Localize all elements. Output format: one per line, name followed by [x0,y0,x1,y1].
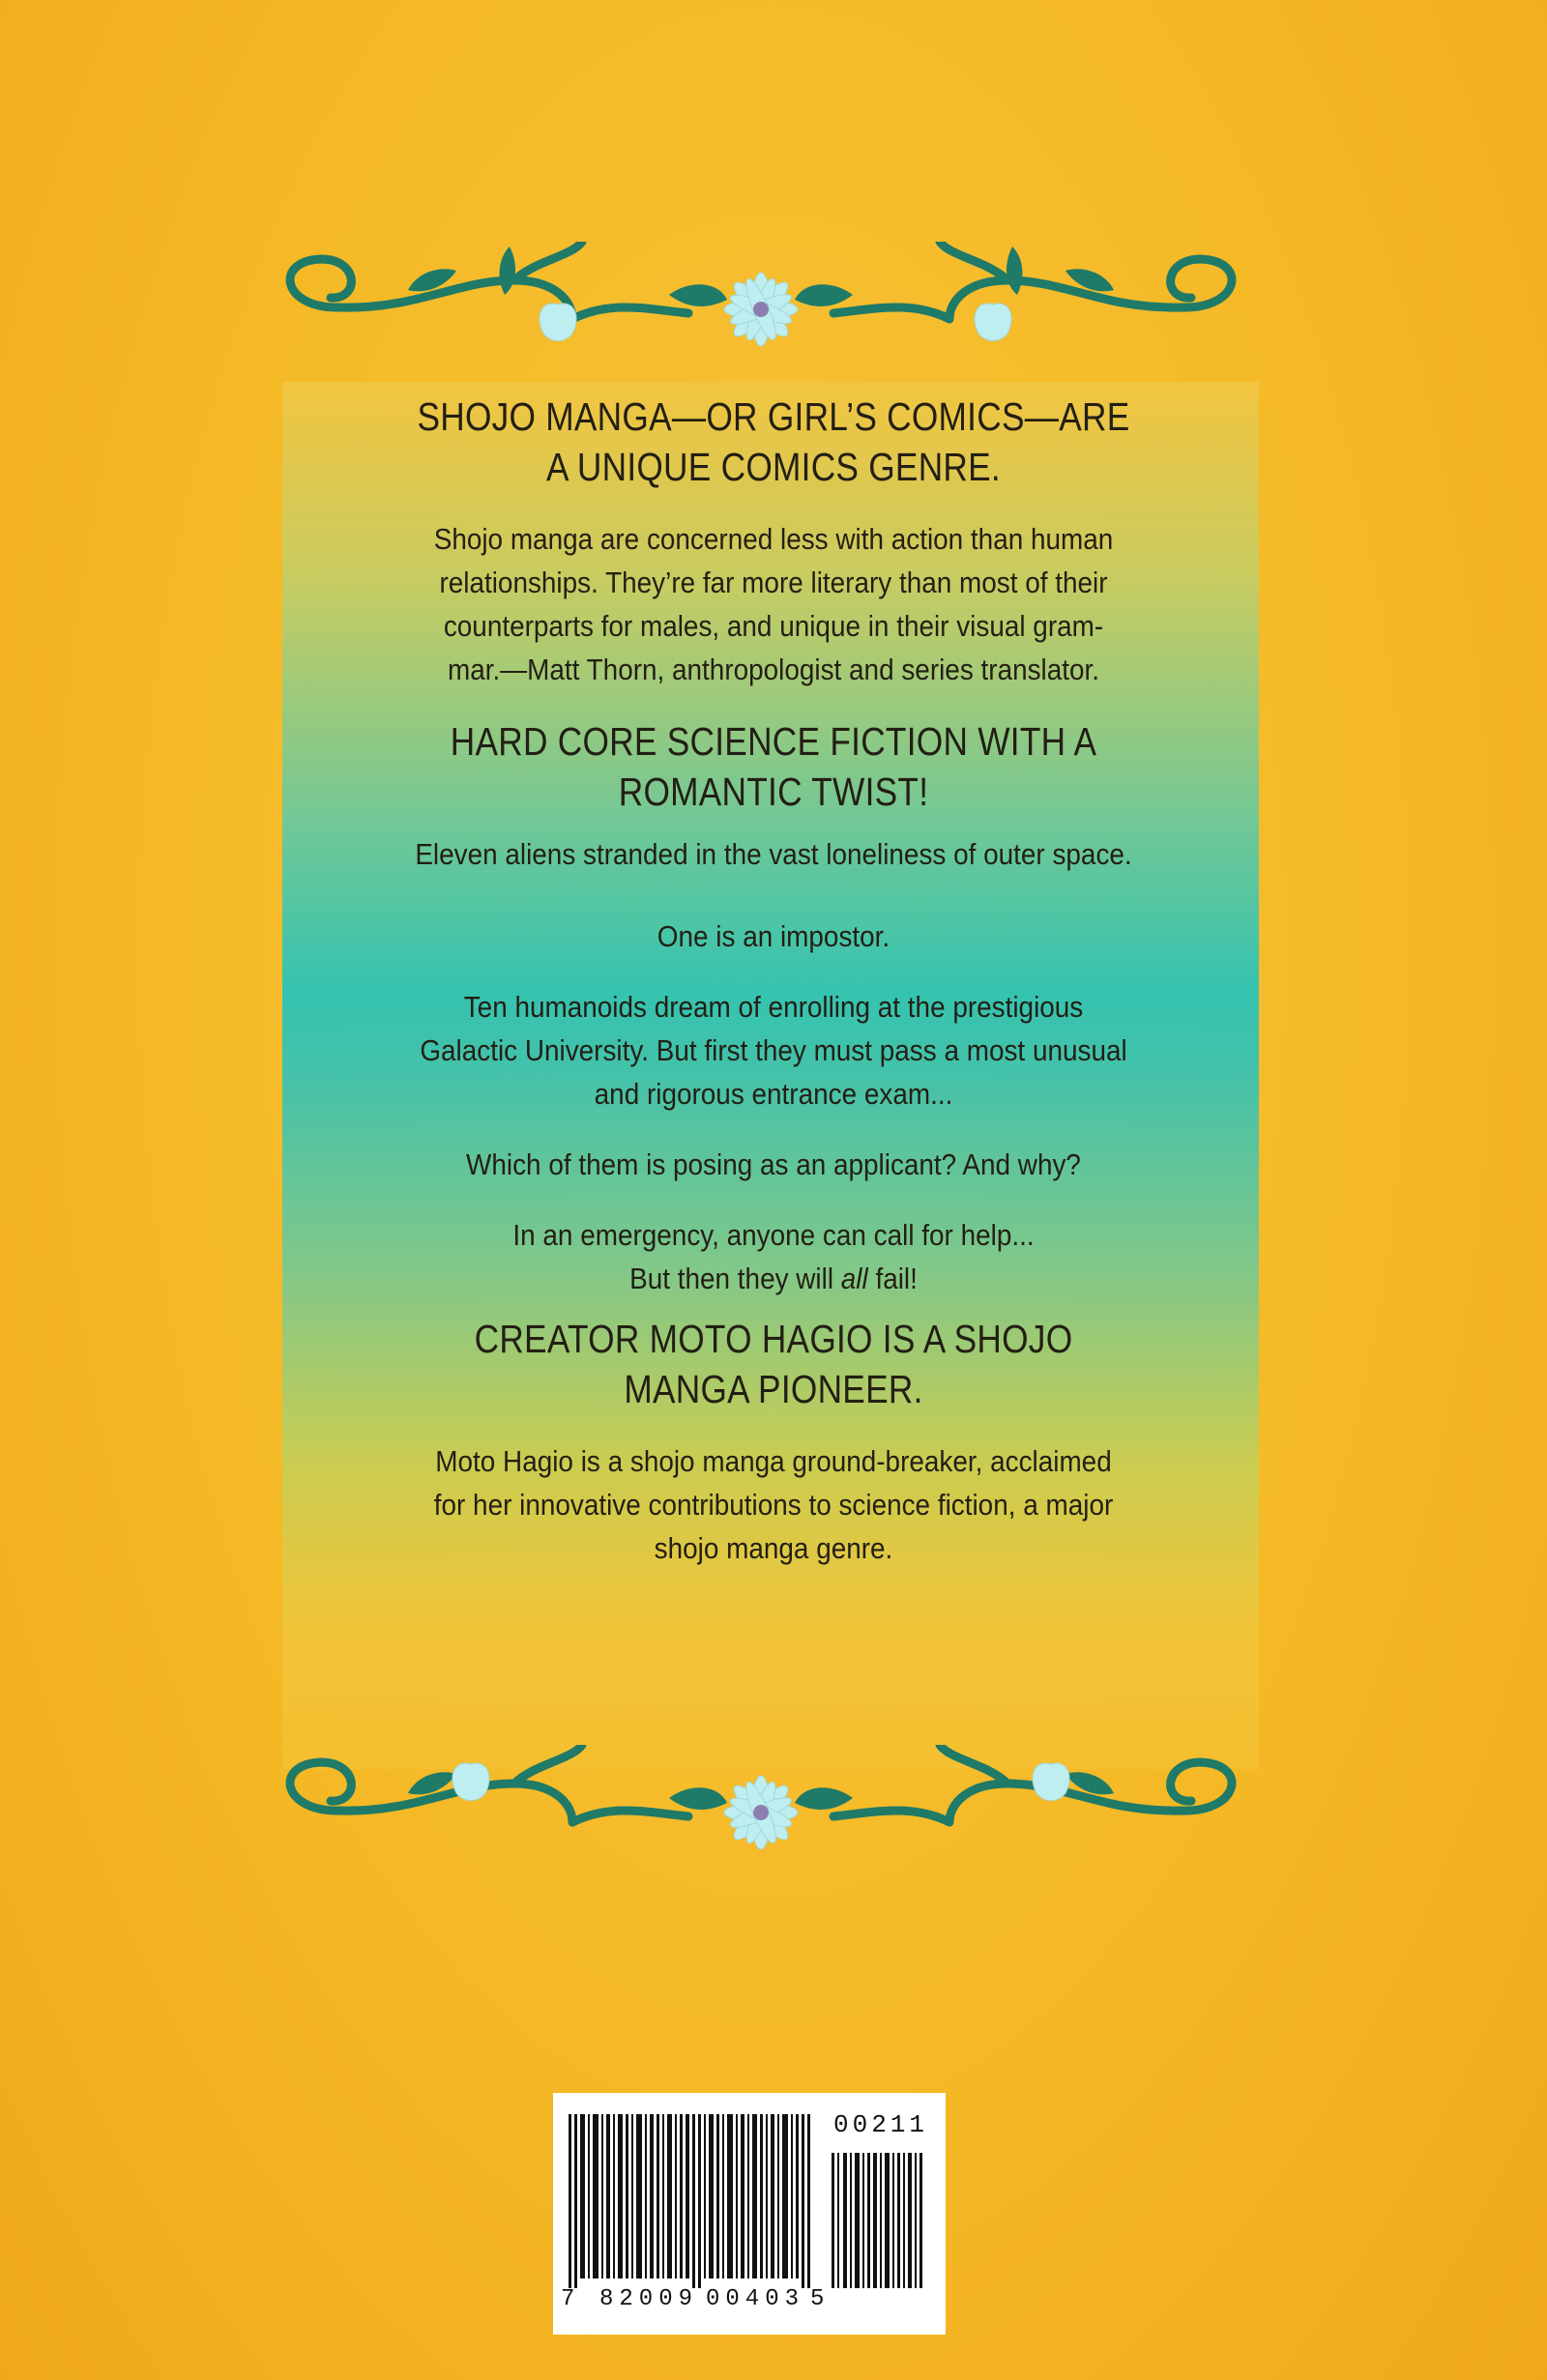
floral-ornament-top [263,242,1259,377]
section3-body: Moto Hagio is a shojo manga ground-breaker, acclaimed for her innovative contributions to science fiction, a major shojo manga genre. [433,1444,1114,1565]
section2-p5: In an emergency, anyone can call for help... But then they will all fail! [512,1218,1035,1295]
barcode: 00211 7 82009 00403 5 [553,2093,946,2335]
floral-ornament-bottom [263,1745,1259,1880]
section3-heading: CREATOR MOTO HAGIO IS A SHOJO MANGA PIONEER. [474,1317,1073,1411]
barcode-addon-digits: 00211 [833,2110,929,2139]
section1-body: Shojo manga are concerned less with action than human relationships. They’re far more literary than most of their counterparts for males, and unique in their visual gram- mar.—Matt Thorn, anthropologist and series translator. [433,522,1114,686]
barcode-bars [569,2114,936,2288]
section2-p4: Which of them is posing as an applicant? And why? [466,1147,1081,1181]
section2-heading: HARD CORE SCIENCE FICTION WITH A ROMANTIC TWIST! [450,719,1097,814]
back-cover-text [273,392,1274,1570]
section1-heading: SHOJO MANGA—OR GIRL’S COMICS—ARE A UNIQUE COMICS GENRE. [417,394,1130,489]
section2-p1: Eleven aliens stranded in the vast loneliness of outer space. [415,837,1132,871]
section2-p3: Ten humanoids dream of enrolling at the prestigious Galactic University. But first they must pass a most unusual and rigorous entrance exam... [420,990,1127,1111]
section2-p2: One is an impostor. [657,919,890,953]
